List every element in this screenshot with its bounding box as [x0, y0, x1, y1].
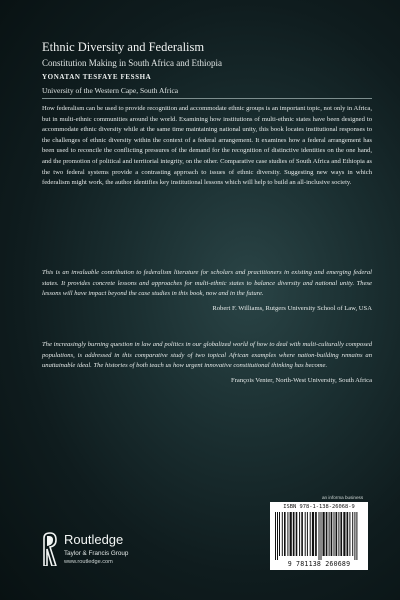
publisher-url: www.routledge.com	[64, 559, 113, 565]
review-attribution: Robert F. Williams, Rutgers University School of Law, USA	[212, 304, 372, 312]
barcode-bar	[331, 512, 333, 556]
review-attribution: François Venter, North-West University, South Africa	[231, 376, 372, 384]
barcode-bar	[329, 512, 330, 556]
review-quote: This is an invaluable contribution to federalism literature for scholars and practitioners in existing and emerging federal states. It provides concrete lessons and approaches for multi-ethnic states to balance diversity and national unity. These lessons will have impact beyond the case studies in this book, now and in the future.	[42, 269, 372, 298]
barcode-bar	[277, 512, 278, 560]
book-title: Ethnic Diversity and Federalism	[42, 40, 205, 54]
isbn-label: ISBN 978-1-138-26068-9	[283, 504, 355, 510]
barcode-bar	[347, 512, 349, 556]
review	[42, 340, 372, 386]
barcode-bar	[312, 512, 314, 556]
barcode-bars	[273, 512, 365, 560]
barcode-bar	[279, 512, 280, 556]
book-subtitle: Constitution Making in South Africa and Ethiopia	[42, 58, 222, 68]
barcode-bar	[290, 512, 292, 556]
book-header	[42, 40, 372, 95]
barcode-bar	[338, 512, 339, 556]
barcode-bar	[352, 512, 353, 556]
review	[42, 268, 372, 314]
parent-company: an informa business	[322, 495, 364, 500]
barcode-bar	[334, 512, 335, 556]
barcode-bar	[354, 512, 355, 560]
publisher-name: Routledge	[64, 532, 124, 547]
barcode-digits: 9 781138 260689	[287, 560, 351, 568]
barcode-bar	[287, 512, 288, 556]
barcode-bar	[326, 512, 328, 556]
author-name: YONATAN TESFAYE FESSHA	[42, 73, 152, 81]
barcode-bar	[275, 512, 276, 560]
barcode	[270, 502, 368, 570]
barcode-bar	[340, 512, 342, 556]
barcode-bar	[282, 512, 283, 556]
barcode-bar	[319, 512, 320, 560]
barcode-bar	[307, 512, 308, 556]
book-description: How federalism can be used to provide recognition and accommodate ethnic groups is an important topic, not only in Africa, but in multi-ethnic communities around the world. Examining how institutions of multi-ethnic states have been designed to accommodate ethnic diversity while at the same time maintaining national unity, this book locates institutional responses to the challenges of ethnic diversity within the context of a federal arrangement. It examines how a federal arrangement has been used to reconcile the conflicting pressures of the demand for the recognition of distinctive identities on the one hand, and the promotion of political and territorial integrity, on the other. Comparative case studies of South Africa and Ethiopia as the two federal systems provide a contrasting approach to issues of ethnic diversity. Suggesting new ways in which federalism might work, the author identifies key institutional lessons which will help to build an all-inclusive society.	[42, 105, 372, 187]
barcode-bar	[293, 512, 295, 556]
barcode-bar	[356, 512, 357, 560]
barcode-bar	[301, 512, 303, 556]
barcode-bar	[296, 512, 298, 556]
review-quote: The increasingly burning question in law and politics in our globalized world of how to deal with multi-culturally composed populations, is addressed in this comparative study of two topical African examples where nation-building remains an unattainable ideal. The histories of both teach us how urgent innovative constitutional thinking has become.	[42, 341, 372, 370]
barcode-bar	[321, 512, 322, 560]
divider	[42, 98, 372, 99]
publisher-group: Taylor & Francis Group	[64, 550, 129, 557]
barcode-bar	[343, 512, 345, 556]
barcode-bar	[299, 512, 300, 556]
barcode-bar	[323, 512, 325, 556]
barcode-bar	[336, 512, 338, 556]
barcode-bar	[310, 512, 311, 556]
publisher-logo	[42, 530, 182, 570]
barcode-bar	[349, 512, 350, 556]
barcode-bar	[284, 512, 286, 556]
barcode-bar	[305, 512, 306, 556]
barcode-bar	[315, 512, 317, 556]
author-affiliation: University of the Western Cape, South Africa	[42, 86, 179, 95]
routledge-r-icon	[42, 532, 58, 566]
